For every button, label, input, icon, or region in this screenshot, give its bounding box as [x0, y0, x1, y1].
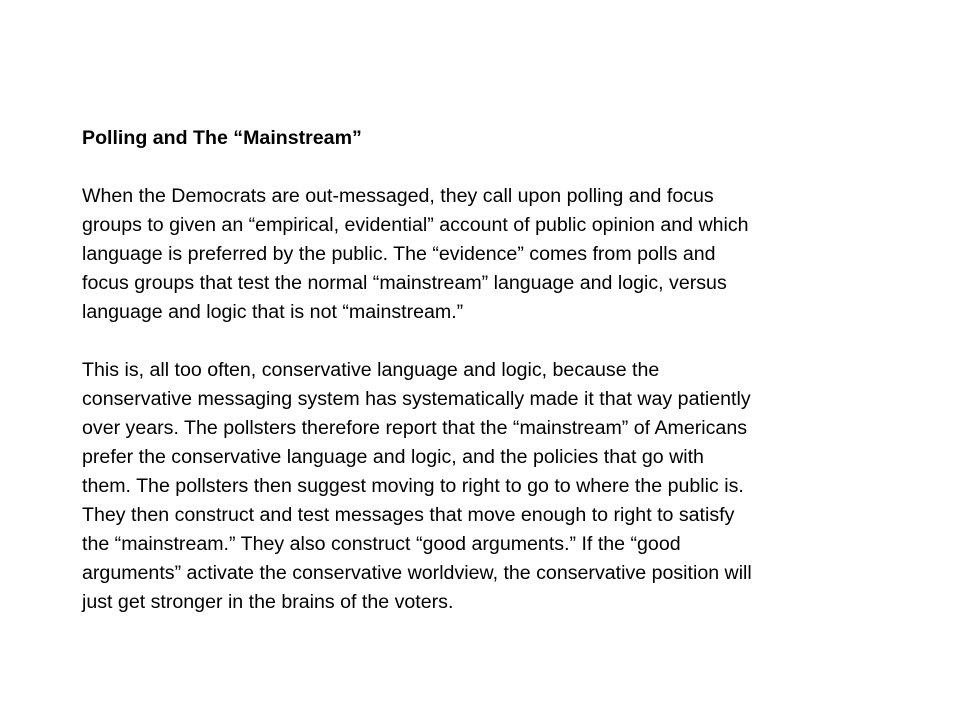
paragraph-1: [82, 182, 912, 327]
paragraph-2-line: This is, all too often, conservative language and logic, because the: [82, 359, 660, 381]
paragraph-2-line: arguments” activate the conservative worldview, the conservative position will: [82, 562, 752, 584]
paragraph-2: [82, 356, 912, 617]
slide-title: Polling and The “Mainstream”: [82, 127, 362, 149]
slide-content: [82, 124, 912, 617]
paragraph-1-line: focus groups that test the normal “mainstream” language and logic, versus: [82, 272, 727, 294]
paragraph-2-line: They then construct and test messages that move enough to right to satisfy: [82, 504, 735, 526]
paragraph-2-line: them. The pollsters then suggest moving to right to go to where the public is.: [82, 475, 744, 497]
paragraph-1-line: When the Democrats are out-messaged, they call upon polling and focus: [82, 185, 714, 207]
paragraph-2-line: the “mainstream.” They also construct “good arguments.” If the “good: [82, 533, 681, 555]
paragraph-2-line: over years. The pollsters therefore report that the “mainstream” of Americans: [82, 417, 748, 439]
paragraph-2-line: conservative messaging system has systematically made it that way patiently: [82, 388, 751, 410]
paragraph-1-line: groups to given an “empirical, evidential” account of public opinion and which: [82, 214, 749, 236]
paragraph-2-line: prefer the conservative language and logic, and the policies that go with: [82, 446, 704, 468]
paragraph-2-line: just get stronger in the brains of the voters.: [82, 591, 454, 613]
paragraph-1-line: language and logic that is not “mainstream.”: [82, 301, 464, 323]
paragraph-1-line: language is preferred by the public. The “evidence” comes from polls and: [82, 243, 716, 265]
